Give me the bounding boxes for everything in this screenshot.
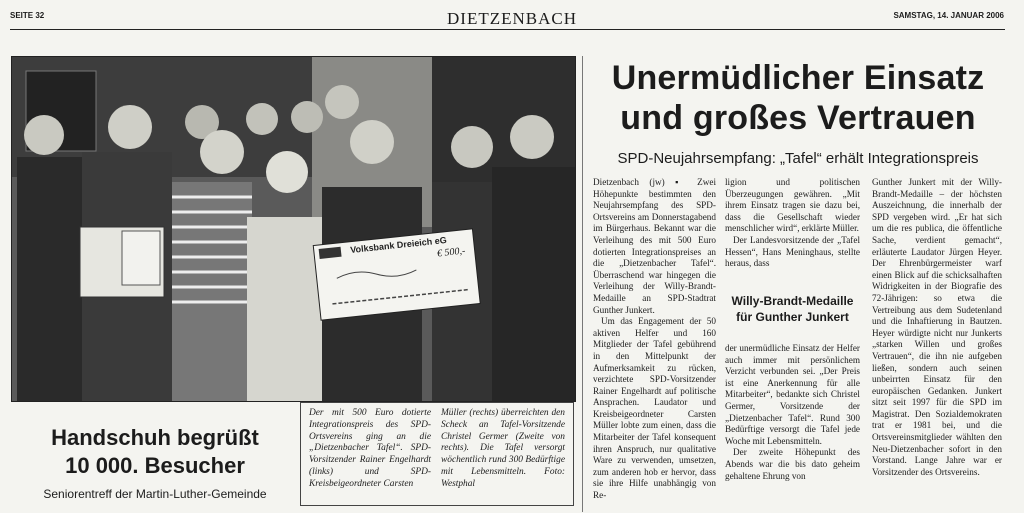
paragraph: Der Landesvorsitzende der „Tafel Hessen“, Hans Meninghaus, stellte heraus, dass (725, 234, 860, 269)
header-rule (10, 29, 1005, 30)
article-headline (588, 58, 1008, 138)
sidebar-headline-line-2: 10 000. Besucher (65, 453, 245, 478)
article-column-3 (872, 177, 1002, 478)
article-subhead: SPD-Neujahrsempfang: „Tafel“ erhält Integrationspreis (617, 150, 979, 167)
headline-line-2: und großes Vertrauen (620, 99, 976, 137)
sidebar-headline (10, 424, 300, 480)
article-column-2-continued (725, 343, 860, 482)
paragraph: Dietzenbach (jw) ▪ Zwei Höhepunkte bestimmten den Neujahrsempfang des SPD-Ortsvereins am Donnerstagabend im Bürgerhaus. Bekannt war die Verleihung des mit 500 Euro dotierten Integrationspreises an die „Dietzenbacher Tafel“. Überraschend war hingegen die Verleihung der Willy-Brandt-Medaille an SPD-Stadtrat Gunther Junkert. (593, 177, 716, 315)
headline-line-1: Unermüdlicher Einsatz (611, 59, 985, 97)
column-divider (582, 56, 583, 512)
paragraph: Um das Engagement der 50 aktiven Helfer und 160 Mitglieder der Tafel gebührend in den Mittelpunkt der Aufmerksamkeit zu rücken, verzichtete SPD-Vorsitzender Rainer Engelhardt auf politische Ansprachen. Laudator und Kreisbeigeordneter Carsten Müller lobte zum einen, dass die Mitarbeiter der Tafel konsequent ihren Anspruch, nur qualitative Ware zu verwenden, umsetzen, zum anderen hob er hervor, dass sie ihre Hilfe unabhängig von Re- (593, 316, 716, 501)
sidebar-subhead: Seniorentreff der Martin-Luther-Gemeinde (43, 487, 267, 501)
page-number: SEITE 32 (10, 11, 45, 20)
paragraph: Der zweite Höhepunkt des Abends war die bis dato geheim gehaltene Ehrung von (725, 447, 860, 481)
paragraph: ligion und politischen Überzeugungen gewähren. „Mit ihrem Einsatz tragen sie dazu bei, dass die Gesellschaft wieder menschlicher wird“, erklärte Müller. (725, 177, 860, 234)
issue-date: SAMSTAG, 14. JANUAR 2006 (893, 11, 1004, 20)
photo-caption-left: Der mit 500 Euro dotierte Integrationspreis des SPD-Ortsvereins ging an die „Dietzenbacher Tafel“. SPD-Vorsitzender Rainer Engelhardt (links) und SPD-Kreisbeigeordneter Carsten (309, 408, 431, 489)
news-photo (11, 56, 576, 402)
check-amount: € 500,- (436, 245, 466, 260)
sidebar-headline-line-1: Handschuh begrüßt (51, 425, 259, 450)
photo-illustration (12, 57, 575, 401)
intermediate-heading-line-1: Willy-Brandt-Medaille (731, 294, 854, 308)
intermediate-heading (725, 293, 860, 325)
photo-caption-right: Müller (rechts) überreichten den Scheck an Tafel-Vorsitzende Christel Germer (Zweite von rechts). Die Tafel versorgt wöchentlich rund 300 Bedürftige mit Lebensmitteln. Foto: Westphal (441, 408, 565, 489)
article-column-1 (593, 177, 716, 502)
intermediate-heading-line-2: für Gunther Junkert (736, 310, 849, 324)
article-column-2 (725, 177, 860, 270)
section-title: DIETZENBACH (447, 9, 577, 28)
check-bank-name: Volksbank Dreieich eG (349, 234, 448, 256)
paragraph: der unermüdliche Einsatz der Helfer auch immer mit persönlichem Verzicht verbunden sei. „Der Preis ist eine Anerkennung für alle Mitarbeiter“, bedankte sich Christel Germer, Vorsitzende der „Dietzenbacher Tafel“. Rund 300 Bedürftige versorgt die Tafel jede Woche mit Lebensmitteln. (725, 343, 860, 446)
paragraph: Gunther Junkert mit der Willy-Brandt-Medaille – der höchsten Auszeichnung, die innerhalb der SPD vergeben wird. „Er hat sich um die res publica, die öffentliche Sache, verdient gemacht“, erläuterte Laudator Jürgen Heyer. Der Ehrenbürgermeister warf einen Blick auf die schicksalhaften Widrigkeiten in der Biografie des 72-Jährigen: so etwa die Vertreibung aus dem Sudetenland und die Inhaftierung in Bautzen. Heyer würdigte nicht nur Junkerts „starken Willen und großes Vertrauen“, die ihn nie aufgeben ließen, sondern auch seinen unbeirrten Einsatz für den europäischen Gedanken. Junkert sitzt seit 1997 für die SPD im Magistrat. Den Sozialdemokraten trat er 1981 bei, und die Ortsvereinsmitglieder wählten den Neu-Dietzenbacher sofort in den Vorstand. Lange Jahre war er Vorsitzender des Ortsvereins. (872, 177, 1002, 477)
